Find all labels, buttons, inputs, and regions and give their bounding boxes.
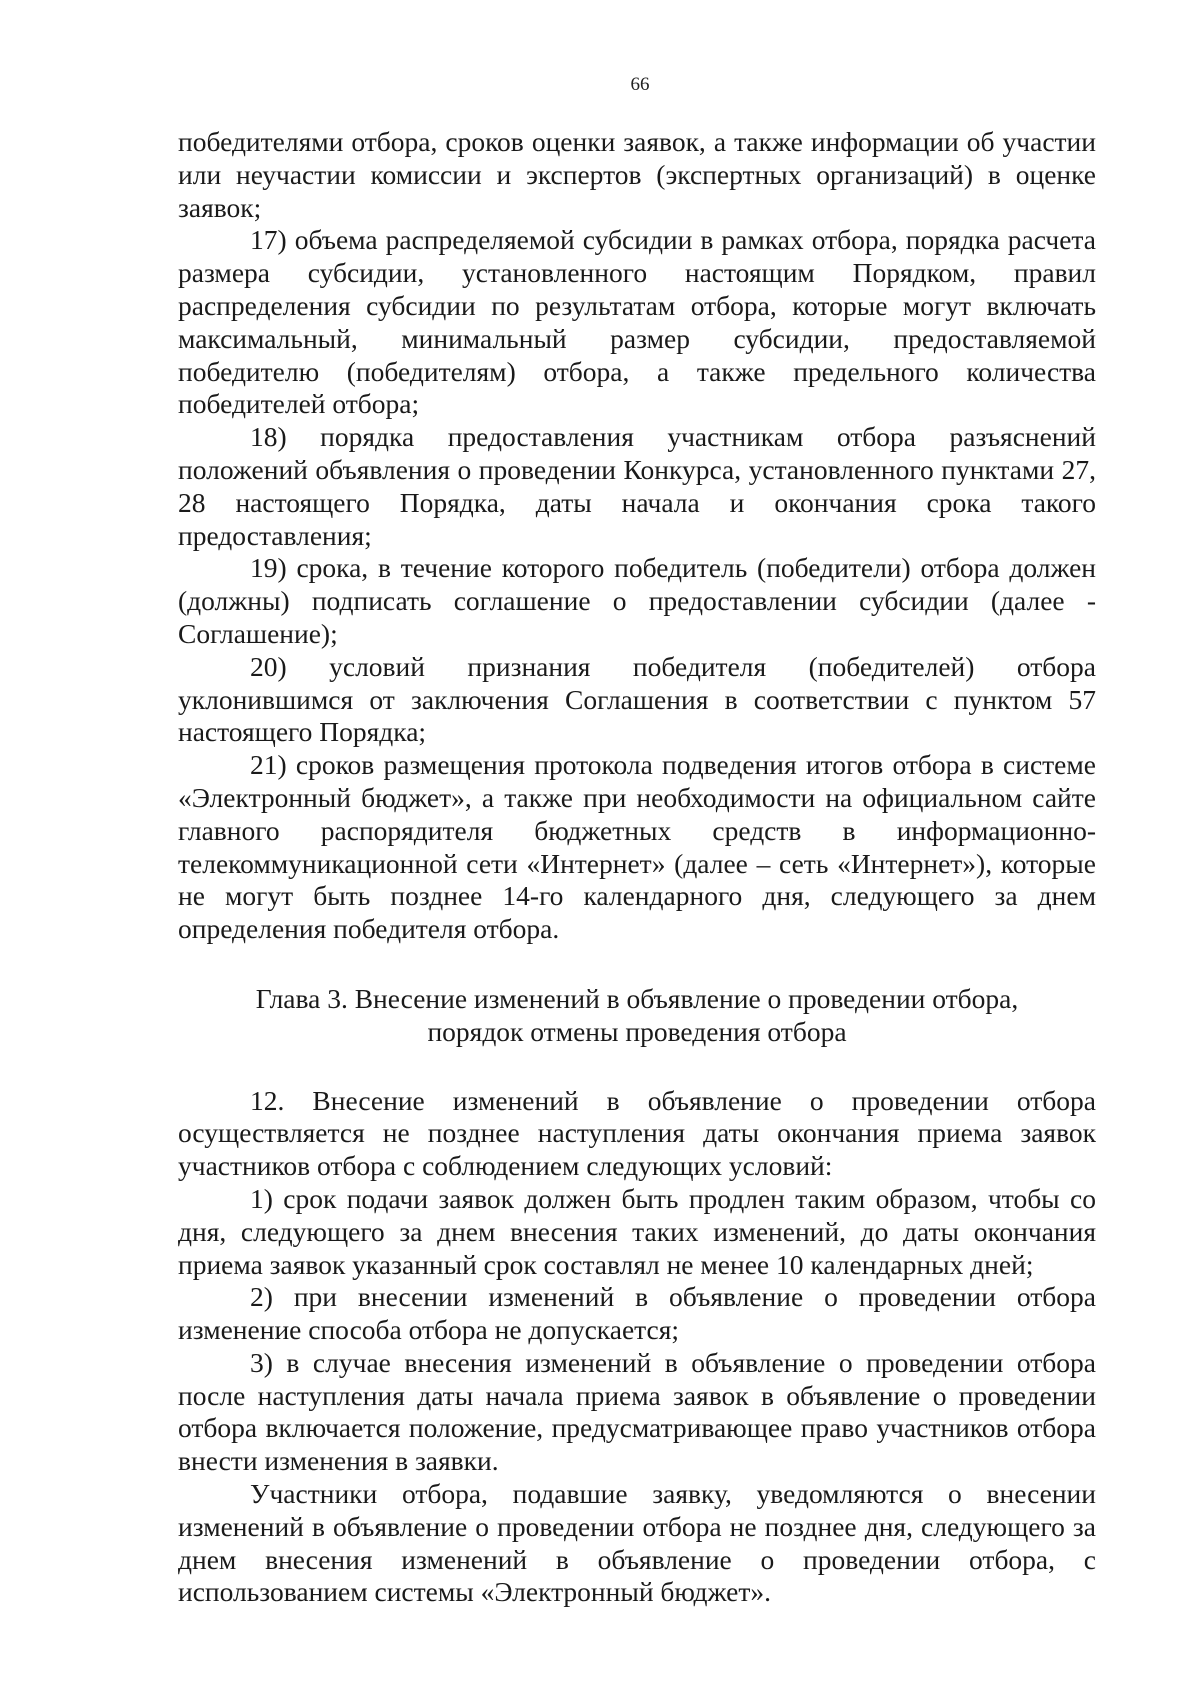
list-item-19: 19) срока, в течение которого победитель (победители) отбора должен (должны) подписать соглашение о предоставлении субсидии (далее - Соглашение); (178, 552, 1096, 649)
list-item-21: 21) сроков размещения протокола подведения итогов отбора в системе «Электронный бюджет», а также при необходимости на официальном сайте главного распорядителя бюджетных средств в информационно-телекоммуникационной сети «Интернет» (далее – сеть «Интернет»), которые не могут быть позднее 14-го календарного дня, следующего за днем определения победителя отбора. (178, 749, 1096, 945)
notification-paragraph: Участники отбора, подавшие заявку, уведомляются о внесении изменений в объявление о проведении отбора не позднее дня, следующего за днем внесения изменений в объявление о проведении отбора, с использованием системы «Электронный бюджет». (178, 1478, 1096, 1608)
condition-item-1: 1) срок подачи заявок должен быть продлен таким образом, чтобы со дня, следующего за днем внесения таких изменений, до даты окончания приема заявок указанный срок составлял не менее 10 календарных дней; (178, 1182, 1096, 1280)
list-item-17: 17) объема распределяемой субсидии в рамках отбора, порядка расчета размера субсидии, установленного настоящим Порядком, правил распределения субсидии по результатам отбора, которые могут включать максимальный, минимальный размер субсидии, предоставляемой победителю (победителям) отбора, а также предельного количества победителей отбора; (178, 224, 1096, 420)
condition-item-3: 3) в случае внесения изменений в объявление о проведении отбора после наступления даты начала приема заявок в объявление о проведении отбора включается положение, предусматривающее право участников отбора внести изменения в заявки. (178, 1346, 1096, 1477)
page-number: 66 (630, 74, 650, 95)
document-body (178, 126, 1096, 1609)
list-item-18: 18) порядка предоставления участникам отбора разъяснений положений объявления о проведении Конкурса, установленного пунктами 27, 28 настоящего Порядка, даты начала и окончания срока такого предоставления; (178, 421, 1096, 551)
chapter-heading (178, 983, 1096, 1049)
condition-item-2: 2) при внесении изменений в объявление о проведении отбора изменение способа отбора не допускается; (178, 1281, 1096, 1346)
paragraph-continuation: победителями отбора, сроков оценки заявок, а также информации об участии или неучастии комиссии и экспертов (экспертных организаций) в оценке заявок; (178, 126, 1096, 223)
chapter-heading-line-1: Глава 3. Внесение изменений в объявление о проведении отбора, (255, 982, 1019, 1014)
section-12-paragraph: 12. Внесение изменений в объявление о проведении отбора осуществляется не позднее наступления даты окончания приема заявок участников отбора с соблюдением следующих условий: (178, 1084, 1096, 1182)
chapter-heading-line-2: порядок отмены проведения отбора (427, 1015, 847, 1047)
list-item-20: 20) условий признания победителя (победителей) отбора уклонившимся от заключения Соглашения в соответствии с пунктом 57 настоящего Порядка; (178, 650, 1096, 748)
